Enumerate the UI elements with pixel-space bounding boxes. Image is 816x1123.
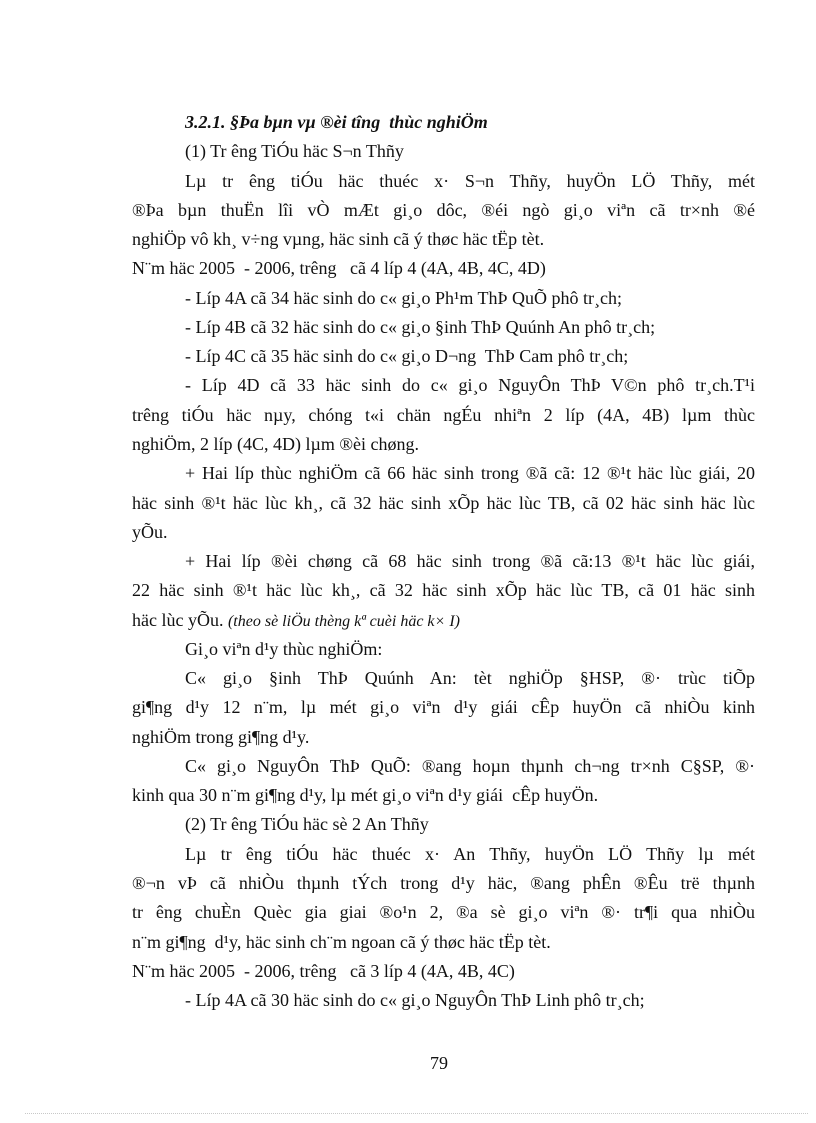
text-line: ®¬n vÞ cã nhiÒu thµnh tÝch trong d¹y häc, ®ang phÊn ®Êu trë thµnh — [132, 873, 755, 894]
text-line: trêng tiÓu häc nµy, chóng t«i chän ngÉu nhiªn 2 líp (4A, 4B) lµm thùc — [132, 404, 755, 425]
text-line: + Hai líp thùc nghiÖm cã 66 häc sinh trong ®ã cã: 12 ®¹t häc lùc giái, 20 — [185, 463, 755, 484]
text-line: kinh qua 30 n¨m gi¶ng d¹y, lµ mét gi¸o viªn d¹y giái cÊp huyÖn. — [132, 785, 599, 806]
text-line: Lµ tr êng tiÓu häc thuéc x· An Thñy, huyÖn LÖ Thñy lµ mét — [185, 843, 755, 864]
text-line: n¨m gi¶ng d¹y, häc sinh ch¨m ngoan cã ý thøc häc tËp tèt. — [132, 931, 551, 952]
text-line: - Líp 4A cã 34 häc sinh do c« gi¸o Ph¹m ThÞ QuÕ phô tr¸ch; — [185, 287, 623, 308]
text-line: Gi¸o viªn d¹y thùc nghiÖm: — [185, 638, 383, 659]
text-line: N¨m häc 2005 - 2006, trêng cã 4 líp 4 (4A, 4B, 4C, 4D) — [132, 258, 546, 279]
text-line: - Líp 4C cã 35 häc sinh do c« gi¸o D¬ng ThÞ Cam phô tr¸ch; — [185, 346, 629, 367]
text-line: nghiÖp vô kh¸ v÷ng vµng, häc sinh cã ý thøc häc tËp tèt. — [132, 229, 545, 250]
text-line-content: häc lùc yÕu. — [132, 609, 228, 630]
text-line: yÕu. — [132, 521, 168, 542]
text-line: N¨m häc 2005 - 2006, trêng cã 3 líp 4 (4A, 4B, 4C) — [132, 960, 515, 981]
text-line: - Líp 4D cã 33 häc sinh do c« gi¸o NguyÔn ThÞ V©n phô tr¸ch.T¹i — [185, 375, 755, 396]
section-heading: 3.2.1. §Þa bµn vµ ®èi tîng thùc nghiÖm — [185, 112, 488, 132]
text-line: nghiÖm trong gi¶ng d¹y. — [132, 726, 310, 747]
text-line: - Líp 4A cã 30 häc sinh do c« gi¸o NguyÔn ThÞ Linh phô tr¸ch; — [185, 990, 645, 1011]
text-line: Lµ tr êng tiÓu häc thuéc x· S¬n Thñy, huyÖn LÖ Thñy, mét — [185, 170, 755, 191]
text-line: häc sinh ®¹t häc lùc kh¸, cã 32 häc sinh xÕp häc lùc TB, cã 02 häc sinh häc lùc — [132, 492, 755, 513]
text-line: - Líp 4B cã 32 häc sinh do c« gi¸o §inh ThÞ Quúnh An phô tr¸ch; — [185, 316, 656, 337]
source-note: (theo sè liÖu thèng kª cuèi häc k× I) — [227, 612, 460, 630]
text-line: + Hai líp ®èi chøng cã 68 häc sinh trong ®ã cã:13 ®¹t häc lùc giái, — [185, 551, 755, 572]
text-line: nghiÖm, 2 líp (4C, 4D) lµm ®èi chøng. — [132, 433, 420, 454]
text-line: C« gi¸o NguyÔn ThÞ QuÕ: ®ang hoµn thµnh ch¬ng tr×nh C§SP, ®· — [185, 755, 755, 776]
text-line: (2) Tr êng TiÓu häc sè 2 An Thñy — [185, 814, 429, 835]
text-line: ®Þa bµn thuËn lîi vÒ mÆt gi¸o dôc, ®éi ngò gi¸o viªn cã tr×nh ®é — [132, 199, 755, 220]
page-number: 79 — [430, 1053, 448, 1073]
text-line: C« gi¸o §inh ThÞ Quúnh An: tèt nghiÖp §HSP, ®· trùc tiÕp — [185, 668, 755, 689]
text-line: gi¶ng d¹y 12 n¨m, lµ mét gi¸o viªn d¹y giái cÊp huyÖn cã nhiÒu kinh — [132, 697, 755, 718]
text-line — [132, 606, 755, 635]
text-line: (1) Tr êng TiÓu häc S¬n Thñy — [185, 141, 404, 162]
page-bottom-divider — [25, 1113, 808, 1114]
text-line: 22 häc sinh ®¹t häc lùc kh¸, cã 32 häc sinh xÕp häc lùc TB, cã 01 häc sinh — [132, 580, 755, 601]
text-line: tr êng chuÈn Quèc gia giai ®o¹n 2, ®a sè gi¸o viªn ®· tr¶i qua nhiÒu — [132, 902, 755, 923]
